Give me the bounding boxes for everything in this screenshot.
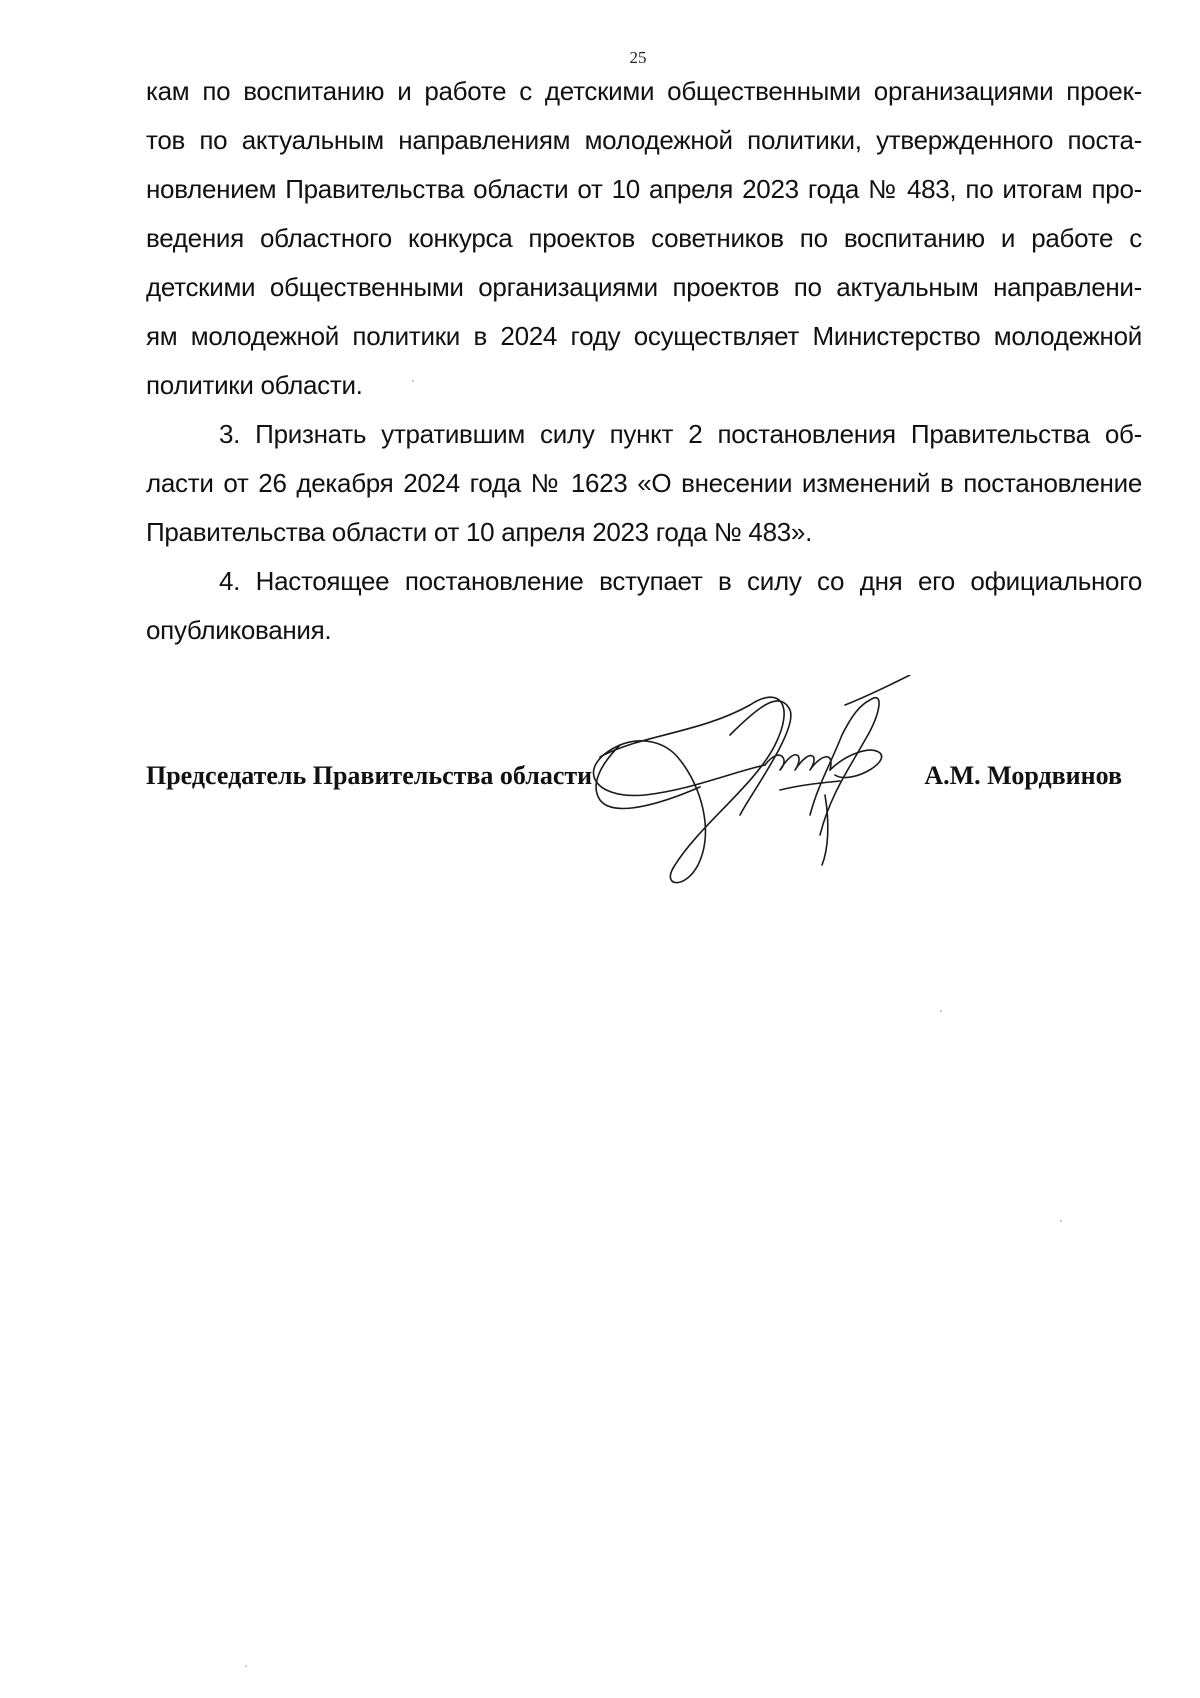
- signature-stroke: [830, 750, 882, 777]
- signature-stroke: [810, 698, 879, 835]
- text-line: ведения областного конкурса проектов советников по воспитанию и работе с: [146, 223, 1142, 253]
- text-line: 3. Признать утратившим силу пункт 2 постановления Правительства об-: [219, 419, 1142, 449]
- text-line: опубликования.: [146, 615, 332, 645]
- signatory-title: Председатель Правительства области: [146, 761, 593, 790]
- page-number: 25: [629, 48, 647, 67]
- text-line: 4. Настоящее постановление вступает в силу со дня его официального: [219, 566, 1142, 596]
- text-line: Правительства области от 10 апреля 2023 года № 483».: [146, 517, 812, 547]
- signatory-name: А.М. Мордвинов: [924, 761, 1122, 790]
- text-line: кам по воспитанию и работе с детскими общественными организациями проек-: [146, 76, 1142, 106]
- signature-stroke: [845, 675, 910, 705]
- handwritten-signature: [580, 675, 930, 905]
- signature-stroke: [780, 781, 840, 790]
- text-line: ласти от 26 декабря 2024 года № 1623 «О внесении изменений в постановление: [146, 468, 1142, 498]
- text-line: детскими общественными организациями проектов по актуальным направлени-: [146, 272, 1142, 302]
- signature-stroke: [822, 795, 828, 865]
- text-line: новлением Правительства области от 10 апреля 2023 года № 483, по итогам про-: [146, 174, 1142, 204]
- signature-stroke: [596, 745, 700, 808]
- text-line: ям молодежной политики в 2024 году осуществляет Министерство молодежной: [146, 321, 1142, 351]
- text-line: тов по актуальным направлениям молодежной политики, утвержденного поста-: [146, 125, 1142, 155]
- text-line: политики области.: [146, 370, 363, 400]
- signature-stroke: [730, 701, 791, 815]
